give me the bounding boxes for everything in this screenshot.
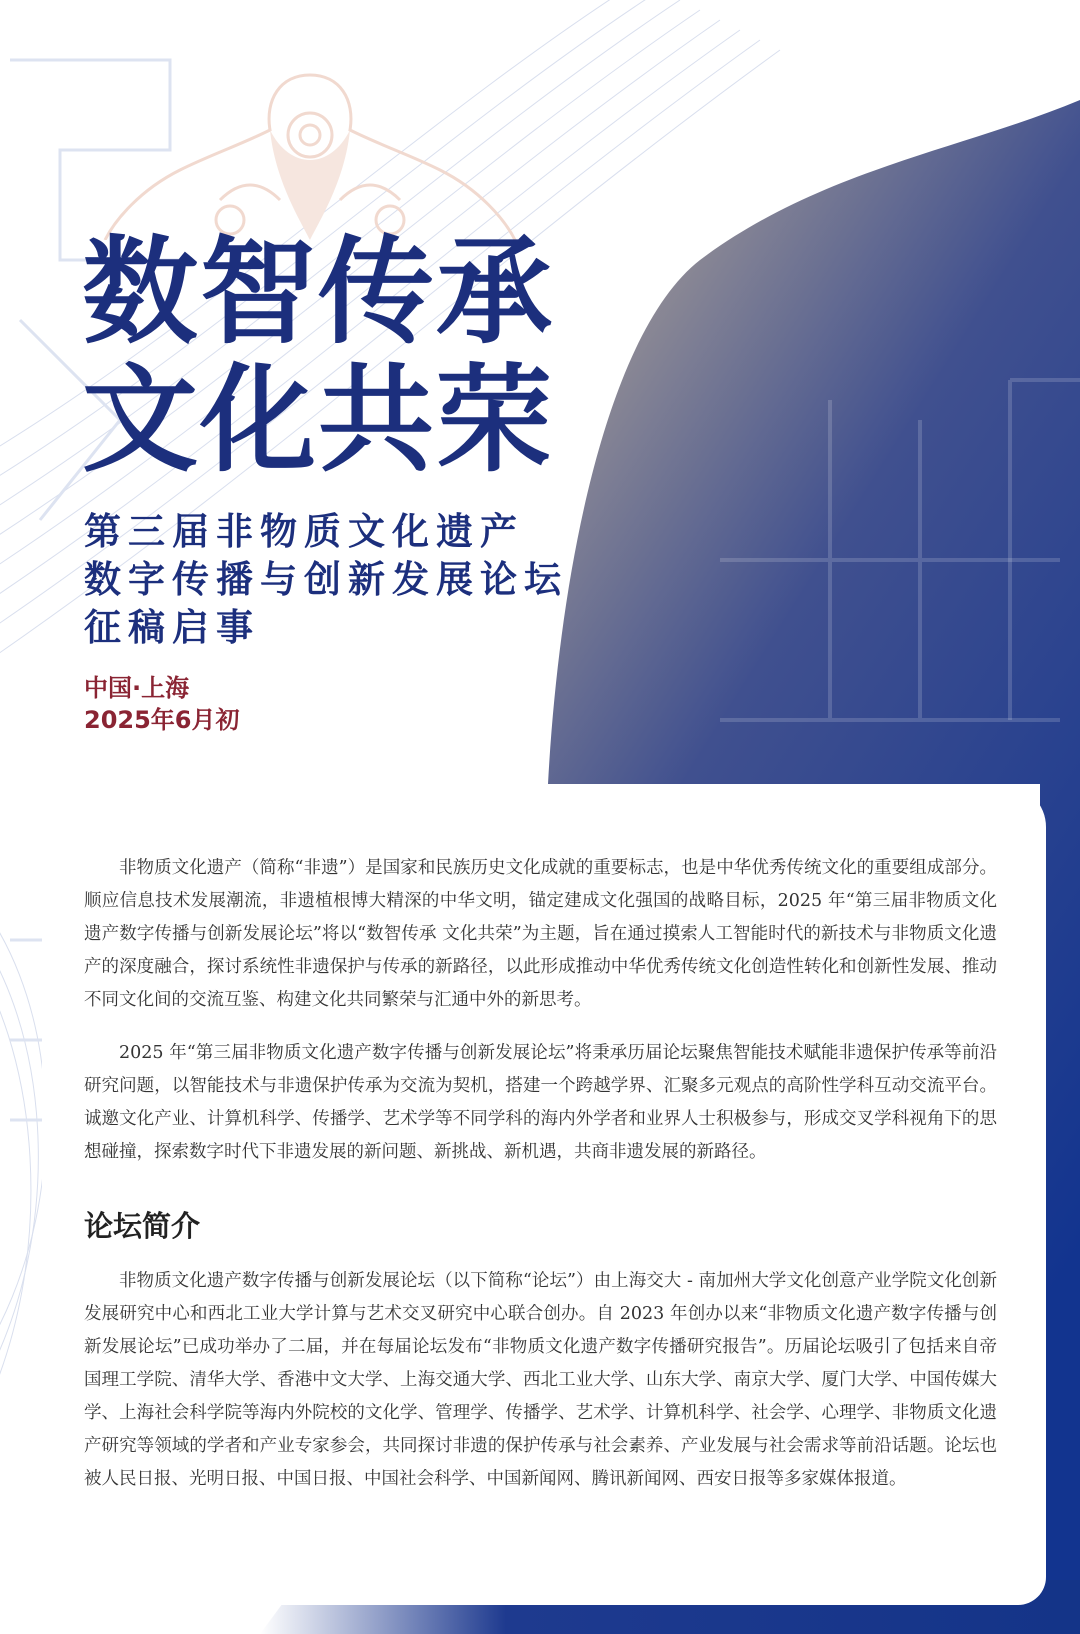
forum-intro-paragraph: 非物质文化遗产数字传播与创新发展论坛（以下简称“论坛”）由上海交大 - 南加州大学文化创意产业学院文化创新发展研究中心和西北工业大学计算与艺术交叉研究中心联合创办。自 2023 年创办以来“非物质文化遗产数字传播与创新发展论坛”已成功举办了二届，并在每届论坛发布“非物质文化遗产数字传播研究报告”。历届论坛吸引了包括来自帝国理工学院、清华大学、香港中文大学、上海交通大学、西北工业大学、山东大学、南京大学、厦门大学、中国传媒大学、上海社会科学院等海内外院校的文化学、管理学、传播学、艺术学、计算机科学、社会学、心理学、非物质文化遗产研究等领域的学者和产业专家参会，共同探讨非遗的保护传承与社会素养、产业发展与社会需求等前沿话题。论坛也被人民日报、光明日报、中国日报、中国社会科学、中国新闻网、腾讯新闻网、西安日报等多家媒体报道。 — [84, 1271, 997, 1489]
title-line-1: 数智传承 — [82, 224, 554, 360]
event-meta — [84, 672, 240, 736]
paper-cut-emblem-ornament — [100, 70, 520, 240]
section-heading-forum-intro: 论坛简介 — [84, 1209, 201, 1243]
subtitle-line-1: 第三届非物质文化遗产 — [84, 510, 524, 553]
event-location: 中国·上海 — [84, 674, 190, 702]
intro-paragraph-1: 非物质文化遗产（简称“非遗”）是国家和民族历史文化成就的重要标志，也是中华优秀传统文化的重要组成部分。顺应信息技术发展潮流，非遗植根博大精深的中华文明，锚定建成文化强国的战略目标，2025 年“第三届非物质文化遗产数字传播与创新发展论坛”将以“数智传承 文化共荣”为主题，旨在通过摸索人工智能时代的新技术与非物质文化遗产的深度融合，探讨系统性非遗保护与传承的新路径，以此形成推动中华优秀传统文化创造性转化和创新性发展、推动不同文化间的交流互鉴、构建文化共同繁荣与汇通中外的新思考。 — [84, 858, 997, 1010]
content-body — [84, 852, 997, 1516]
poster-subtitle — [84, 508, 568, 652]
event-date: 2025年6月初 — [84, 706, 240, 734]
subtitle-line-2: 数字传播与创新发展论坛 — [84, 558, 568, 601]
intro-paragraph-2: 2025 年“第三届非物质文化遗产数字传播与创新发展论坛”将秉承历届论坛聚焦智能技术赋能非遗保护传承等前沿研究问题，以智能技术与非遗保护传承为交流为契机，搭建一个跨越学界、汇聚多元观点的高阶性学科互动交流平台。诚邀文化产业、计算机科学、传播学、艺术学等不同学科的海内外学者和业界人士积极参与，形成交叉学科视角下的思想碰撞，探索数字时代下非遗发展的新问题、新挑战、新机遇，共商非遗发展的新路径。 — [84, 1043, 997, 1162]
poster-title — [82, 224, 554, 488]
subtitle-line-3: 征稿启事 — [84, 606, 260, 649]
title-line-2: 文化共荣 — [82, 352, 554, 488]
